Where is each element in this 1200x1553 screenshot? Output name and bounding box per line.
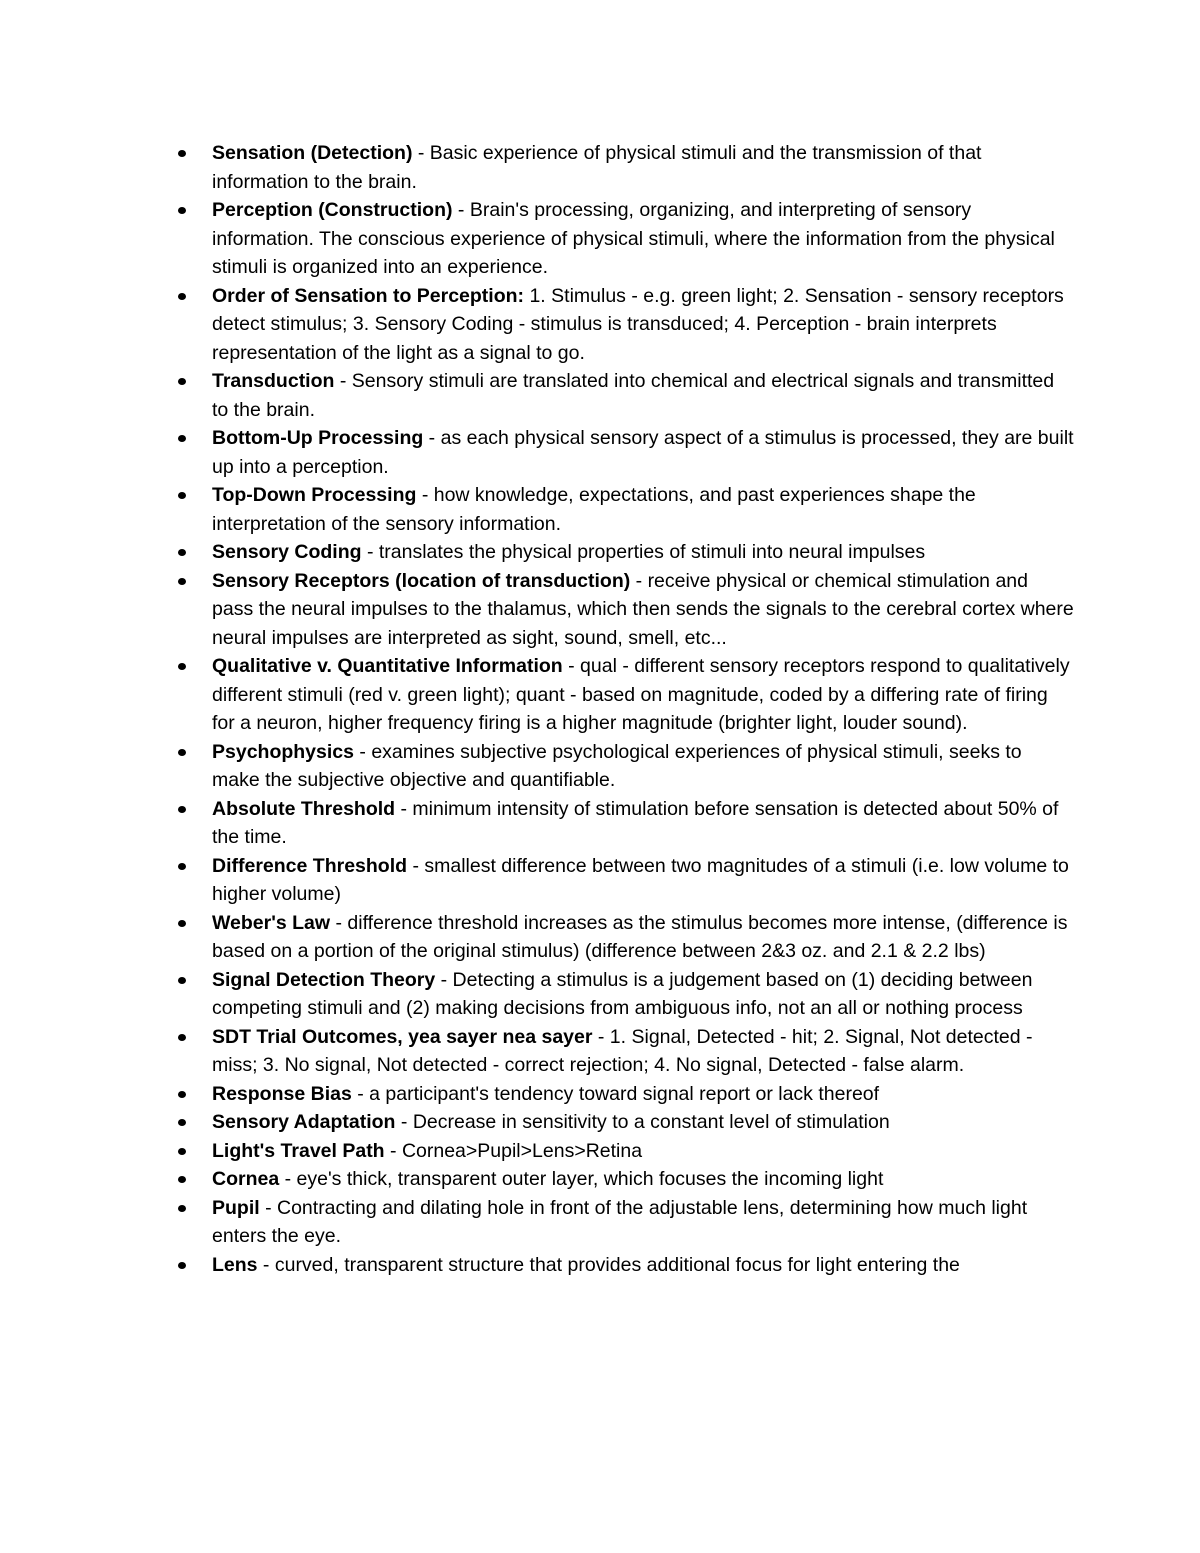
term-definition: - translates the physical properties of stimuli into neural impulses	[361, 541, 926, 563]
term-definition: 1. Stimulus - e.g. green light; 2. Sensation - sensory receptors detect stimulus; 3. Sensory Coding - stimulus is transduced; 4. Perception - brain interprets representation of the light as a signal to go.	[212, 284, 1064, 364]
term-definition: - minimum intensity of stimulation before sensation is detected about 50% of the time.	[212, 797, 1059, 848]
term-definition: - Detecting a stimulus is a judgement based on (1) deciding between competing stimuli and (2) making decisions from ambiguous info, not an all or nothing process	[212, 968, 1033, 1019]
term-definition: - difference threshold increases as the stimulus becomes more intense, (difference is based on a portion of the original stimulus) (difference between 2&3 oz. and 2.1 & 2.2 lbs)	[212, 911, 1068, 962]
term-definition: - receive physical or chemical stimulation and pass the neural impulses to the thalamus, which then sends the signals to the cerebral cortex where neural impulses are interpreted as sight, sound, smell, etc...	[212, 569, 1074, 649]
term-definition: - eye's thick, transparent outer layer, which focuses the incoming light	[279, 1168, 884, 1190]
term-label: Absolute Threshold	[212, 797, 396, 820]
term-label: Sensory Receptors (location of transduction)	[212, 569, 631, 592]
term-definition: - 1. Signal, Detected - hit; 2. Signal, Not detected - miss; 3. No signal, Not detected - correct rejection; 4. No signal, Detected - false alarm.	[212, 1025, 1033, 1076]
term-label: Signal Detection Theory	[212, 968, 436, 991]
list-item	[212, 1194, 1074, 1251]
term-label: Perception (Construction)	[212, 199, 453, 221]
term-definition: - qual - different sensory receptors respond to qualitatively different stimuli (red v. green light); quant - based on magnitude, coded by a differing rate of firing for a neuron, higher frequency firing is a higher magnitude (brighter light, louder sound).	[212, 655, 1070, 734]
term-definition: - Contracting and dilating hole in front of the adjustable lens, determining how much light enters the eye.	[212, 1196, 1028, 1247]
list-item	[212, 1165, 1074, 1194]
bullet-icon	[178, 293, 186, 300]
list-item	[212, 909, 1074, 966]
term-definition: - Cornea>Pupil>Lens>Retina	[384, 1139, 643, 1162]
bullet-icon	[178, 207, 186, 214]
bullet-icon	[178, 435, 186, 442]
term-definition: - Brain's processing, organizing, and interpreting of sensory information. The conscious experience of physical stimuli, where the information from the physical stimuli is organized into an experience.	[212, 199, 1055, 278]
list-item	[212, 367, 1074, 424]
term-label: Transduction	[212, 370, 335, 392]
term-label: Sensation (Detection)	[212, 142, 413, 164]
bullet-icon	[178, 806, 186, 813]
term-label: Pupil	[212, 1196, 260, 1219]
bullet-icon	[178, 578, 186, 585]
term-label: Weber's Law	[212, 911, 331, 934]
term-label: Lens	[212, 1253, 258, 1276]
bullet-icon	[178, 378, 186, 385]
list-item	[212, 481, 1074, 538]
bullet-icon	[178, 663, 186, 670]
bullet-icon	[178, 863, 186, 870]
list-item	[212, 424, 1074, 481]
list-item	[212, 282, 1074, 368]
term-definition: - Decrease in sensitivity to a constant level of stimulation	[395, 1111, 890, 1133]
list-item	[212, 567, 1074, 653]
term-label: Sensory Coding	[212, 541, 362, 563]
term-label: Qualitative v. Quantitative Information	[212, 655, 563, 677]
term-definition: - smallest difference between two magnitudes of a stimuli (i.e. low volume to higher volume)	[212, 854, 1069, 905]
bullet-icon	[178, 492, 186, 499]
term-label: Difference Threshold	[212, 854, 408, 877]
list-item	[212, 196, 1074, 282]
term-label: Bottom-Up Processing	[212, 427, 424, 449]
term-definition: - curved, transparent structure that provides additional focus for light entering the	[257, 1253, 960, 1276]
bullet-icon	[178, 1262, 186, 1269]
list-item	[212, 1137, 1074, 1166]
list-item	[212, 1023, 1074, 1080]
term-label: Psychophysics	[212, 740, 354, 763]
term-label: Cornea	[212, 1168, 280, 1190]
list-item	[212, 852, 1074, 909]
bullet-icon	[178, 1034, 186, 1041]
bullet-icon	[178, 1148, 186, 1155]
list-item	[212, 966, 1074, 1023]
bullet-icon	[178, 1176, 186, 1183]
list-item	[212, 538, 1074, 567]
bullet-icon	[178, 150, 186, 157]
bullet-icon	[178, 920, 186, 927]
list-item	[212, 1080, 1074, 1109]
term-definition: - as each physical sensory aspect of a stimulus is processed, they are built up into a perception.	[212, 427, 1074, 478]
term-definition: - examines subjective psychological experiences of physical stimuli, seeks to make the subjective objective and quantifiable.	[212, 740, 1022, 791]
term-definition: - Sensory stimuli are translated into chemical and electrical signals and transmitted to the brain.	[212, 370, 1055, 421]
term-label: Order of Sensation to Perception:	[212, 284, 525, 307]
bullet-icon	[178, 977, 186, 984]
term-definition: - a participant's tendency toward signal report or lack thereof	[351, 1082, 880, 1105]
bullet-icon	[178, 1091, 186, 1098]
list-item	[212, 652, 1074, 738]
term-label: Top-Down Processing	[212, 484, 417, 506]
term-definition: - Basic experience of physical stimuli and the transmission of that information to the brain.	[212, 142, 982, 193]
list-item	[212, 795, 1074, 852]
term-definition: - how knowledge, expectations, and past experiences shape the interpretation of the sensory information.	[212, 484, 976, 535]
list-item	[212, 1251, 1074, 1280]
bullet-icon	[178, 749, 186, 756]
bullet-icon	[178, 549, 186, 556]
term-label: SDT Trial Outcomes, yea sayer nea sayer	[212, 1025, 593, 1048]
term-label: Sensory Adaptation	[212, 1111, 396, 1133]
term-label: Response Bias	[212, 1082, 352, 1105]
list-item	[212, 139, 1074, 196]
term-label: Light's Travel Path	[212, 1139, 385, 1162]
list-item	[212, 1108, 1074, 1137]
glossary-list	[212, 139, 1074, 1279]
list-item	[212, 738, 1074, 795]
bullet-icon	[178, 1119, 186, 1126]
bullet-icon	[178, 1205, 186, 1212]
